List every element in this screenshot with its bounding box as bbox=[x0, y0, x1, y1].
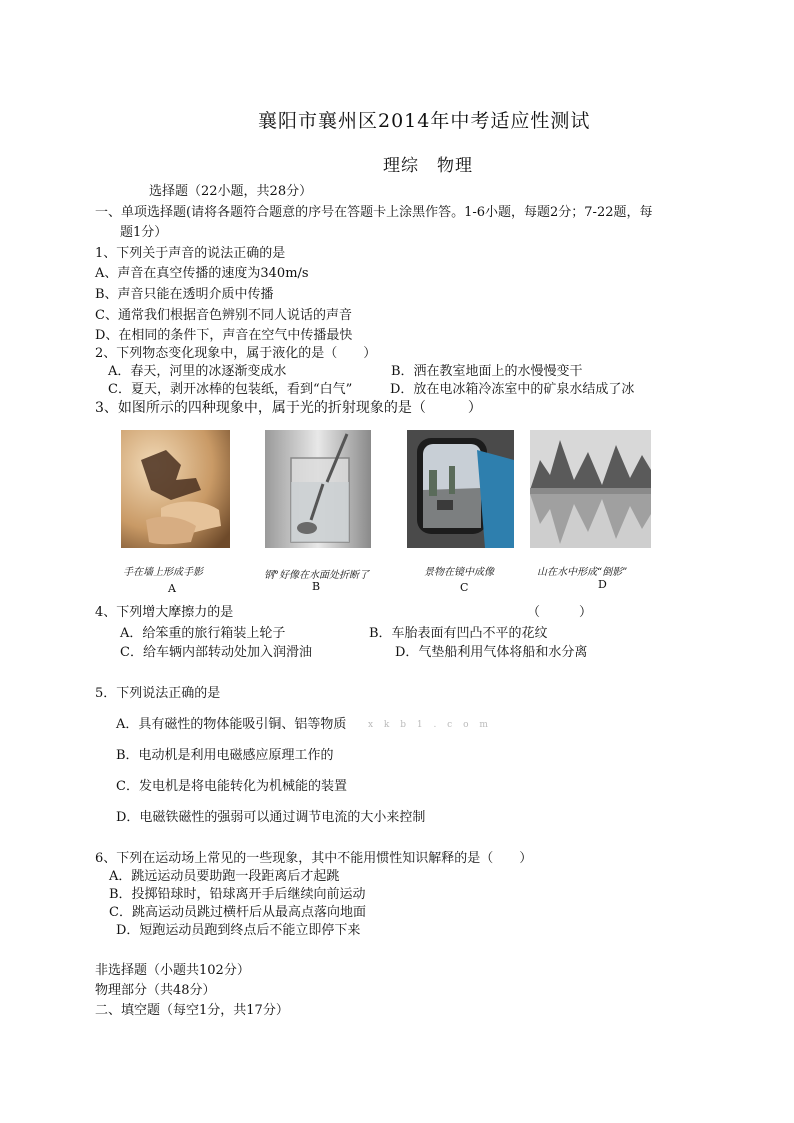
q2-option-b: B．洒在教室地面上的水慢慢变干 bbox=[391, 364, 583, 379]
q4-stem: 4、下列增大摩擦力的是 bbox=[95, 605, 234, 620]
q6-option-b: B．投掷铅球时，铅球离开手后继续向前运动 bbox=[109, 887, 366, 902]
q6-option-c: C．跳高运动员跳过横杆后从最高点落向地面 bbox=[109, 905, 366, 920]
q6-option-d: D．短跑运动员跑到终点后不能立即停下来 bbox=[116, 923, 361, 938]
q2-option-c: C．夏天，剥开冰棒的包装纸，看到“白气” bbox=[108, 382, 353, 397]
q4-answer-paren: （ ） bbox=[527, 605, 593, 620]
q1-option-b: B、声音只能在透明介质中传播 bbox=[95, 287, 274, 302]
q5-option-c: C．发电机是将电能转化为机械能的装置 bbox=[116, 779, 347, 794]
image-mountain-reflection bbox=[530, 430, 651, 548]
q5-option-d: D．电磁铁磁性的强弱可以通过调节电流的大小来控制 bbox=[116, 810, 426, 825]
image-hand-shadow bbox=[121, 430, 230, 548]
instruction-line-1: 一、单项选择题(请将各题符合题意的序号在答题卡上涂黑作答。1-6小题，每题2分；7-22题，每 bbox=[95, 205, 653, 220]
caption-image-c: 景物在镜中成像 bbox=[424, 567, 494, 578]
section-heading-non-choice: 非选择题（小题共102分） bbox=[95, 963, 250, 978]
caption-image-a: 手在墙上形成手影 bbox=[123, 567, 203, 578]
caption-image-b: 钢°好像在水面处折断了 bbox=[264, 570, 369, 581]
label-image-b: B bbox=[312, 580, 321, 593]
q1-option-a: A、声音在真空传播的速度为340m/s bbox=[95, 266, 309, 281]
page-title: 襄阳市襄州区2014年中考适应性测试 bbox=[258, 110, 591, 132]
label-image-d: D bbox=[598, 578, 607, 591]
q4-option-c: C．给车辆内部转动处加入润滑油 bbox=[120, 645, 312, 660]
watermark-text: x k b 1 . c o m bbox=[368, 720, 492, 730]
q4-option-d: D．气垫船利用气体将船和水分离 bbox=[395, 645, 588, 660]
physics-part-heading: 物理部分（共48分） bbox=[95, 983, 216, 998]
q2-option-d: D．放在电冰箱冷冻室中的矿泉水结成了冰 bbox=[390, 382, 635, 397]
q1-option-d: D、在相同的条件下，声音在空气中传播最快 bbox=[95, 328, 353, 343]
image-car-mirror bbox=[407, 430, 514, 548]
q5-option-b: B．电动机是利用电磁感应原理工作的 bbox=[116, 748, 334, 763]
caption-image-d: 山在水中形成“倒影” bbox=[537, 567, 628, 578]
q5-option-a: A．具有磁性的物体能吸引铜、铝等物质 bbox=[116, 717, 347, 732]
instruction-line-2: 题1分） bbox=[120, 225, 168, 240]
label-image-c: C bbox=[460, 581, 469, 594]
fill-blank-heading: 二、填空题（每空1分，共17分） bbox=[95, 1003, 289, 1018]
q1-stem: 1、下列关于声音的说法正确的是 bbox=[95, 246, 286, 261]
q2-option-a: A．春天，河里的冰逐渐变成水 bbox=[108, 364, 287, 379]
q1-option-c: C、通常我们根据音色辨别不同人说话的声音 bbox=[95, 308, 352, 323]
q4-option-b: B．车胎表面有凹凸不平的花纹 bbox=[369, 626, 548, 641]
section-heading-choice: 选择题（22小题，共28分） bbox=[149, 184, 313, 199]
label-image-a: A bbox=[168, 582, 176, 595]
q5-stem: 5．下列说法正确的是 bbox=[95, 686, 221, 701]
q3-stem: 3、如图所示的四种现象中，属于光的折射现象的是（ ） bbox=[95, 400, 482, 416]
page-subtitle: 理综 物理 bbox=[383, 156, 473, 176]
q2-stem: 2、下列物态变化现象中，属于液化的是（ ） bbox=[95, 346, 377, 361]
q6-option-a: A．跳远运动员要助跑一段距离后才起跳 bbox=[109, 869, 340, 884]
q6-stem: 6、下列在运动场上常见的一些现象，其中不能用惯性知识解释的是（ ） bbox=[95, 851, 533, 866]
image-spoon-in-glass bbox=[265, 430, 371, 548]
q4-option-a: A．给笨重的旅行箱装上轮子 bbox=[120, 626, 286, 641]
